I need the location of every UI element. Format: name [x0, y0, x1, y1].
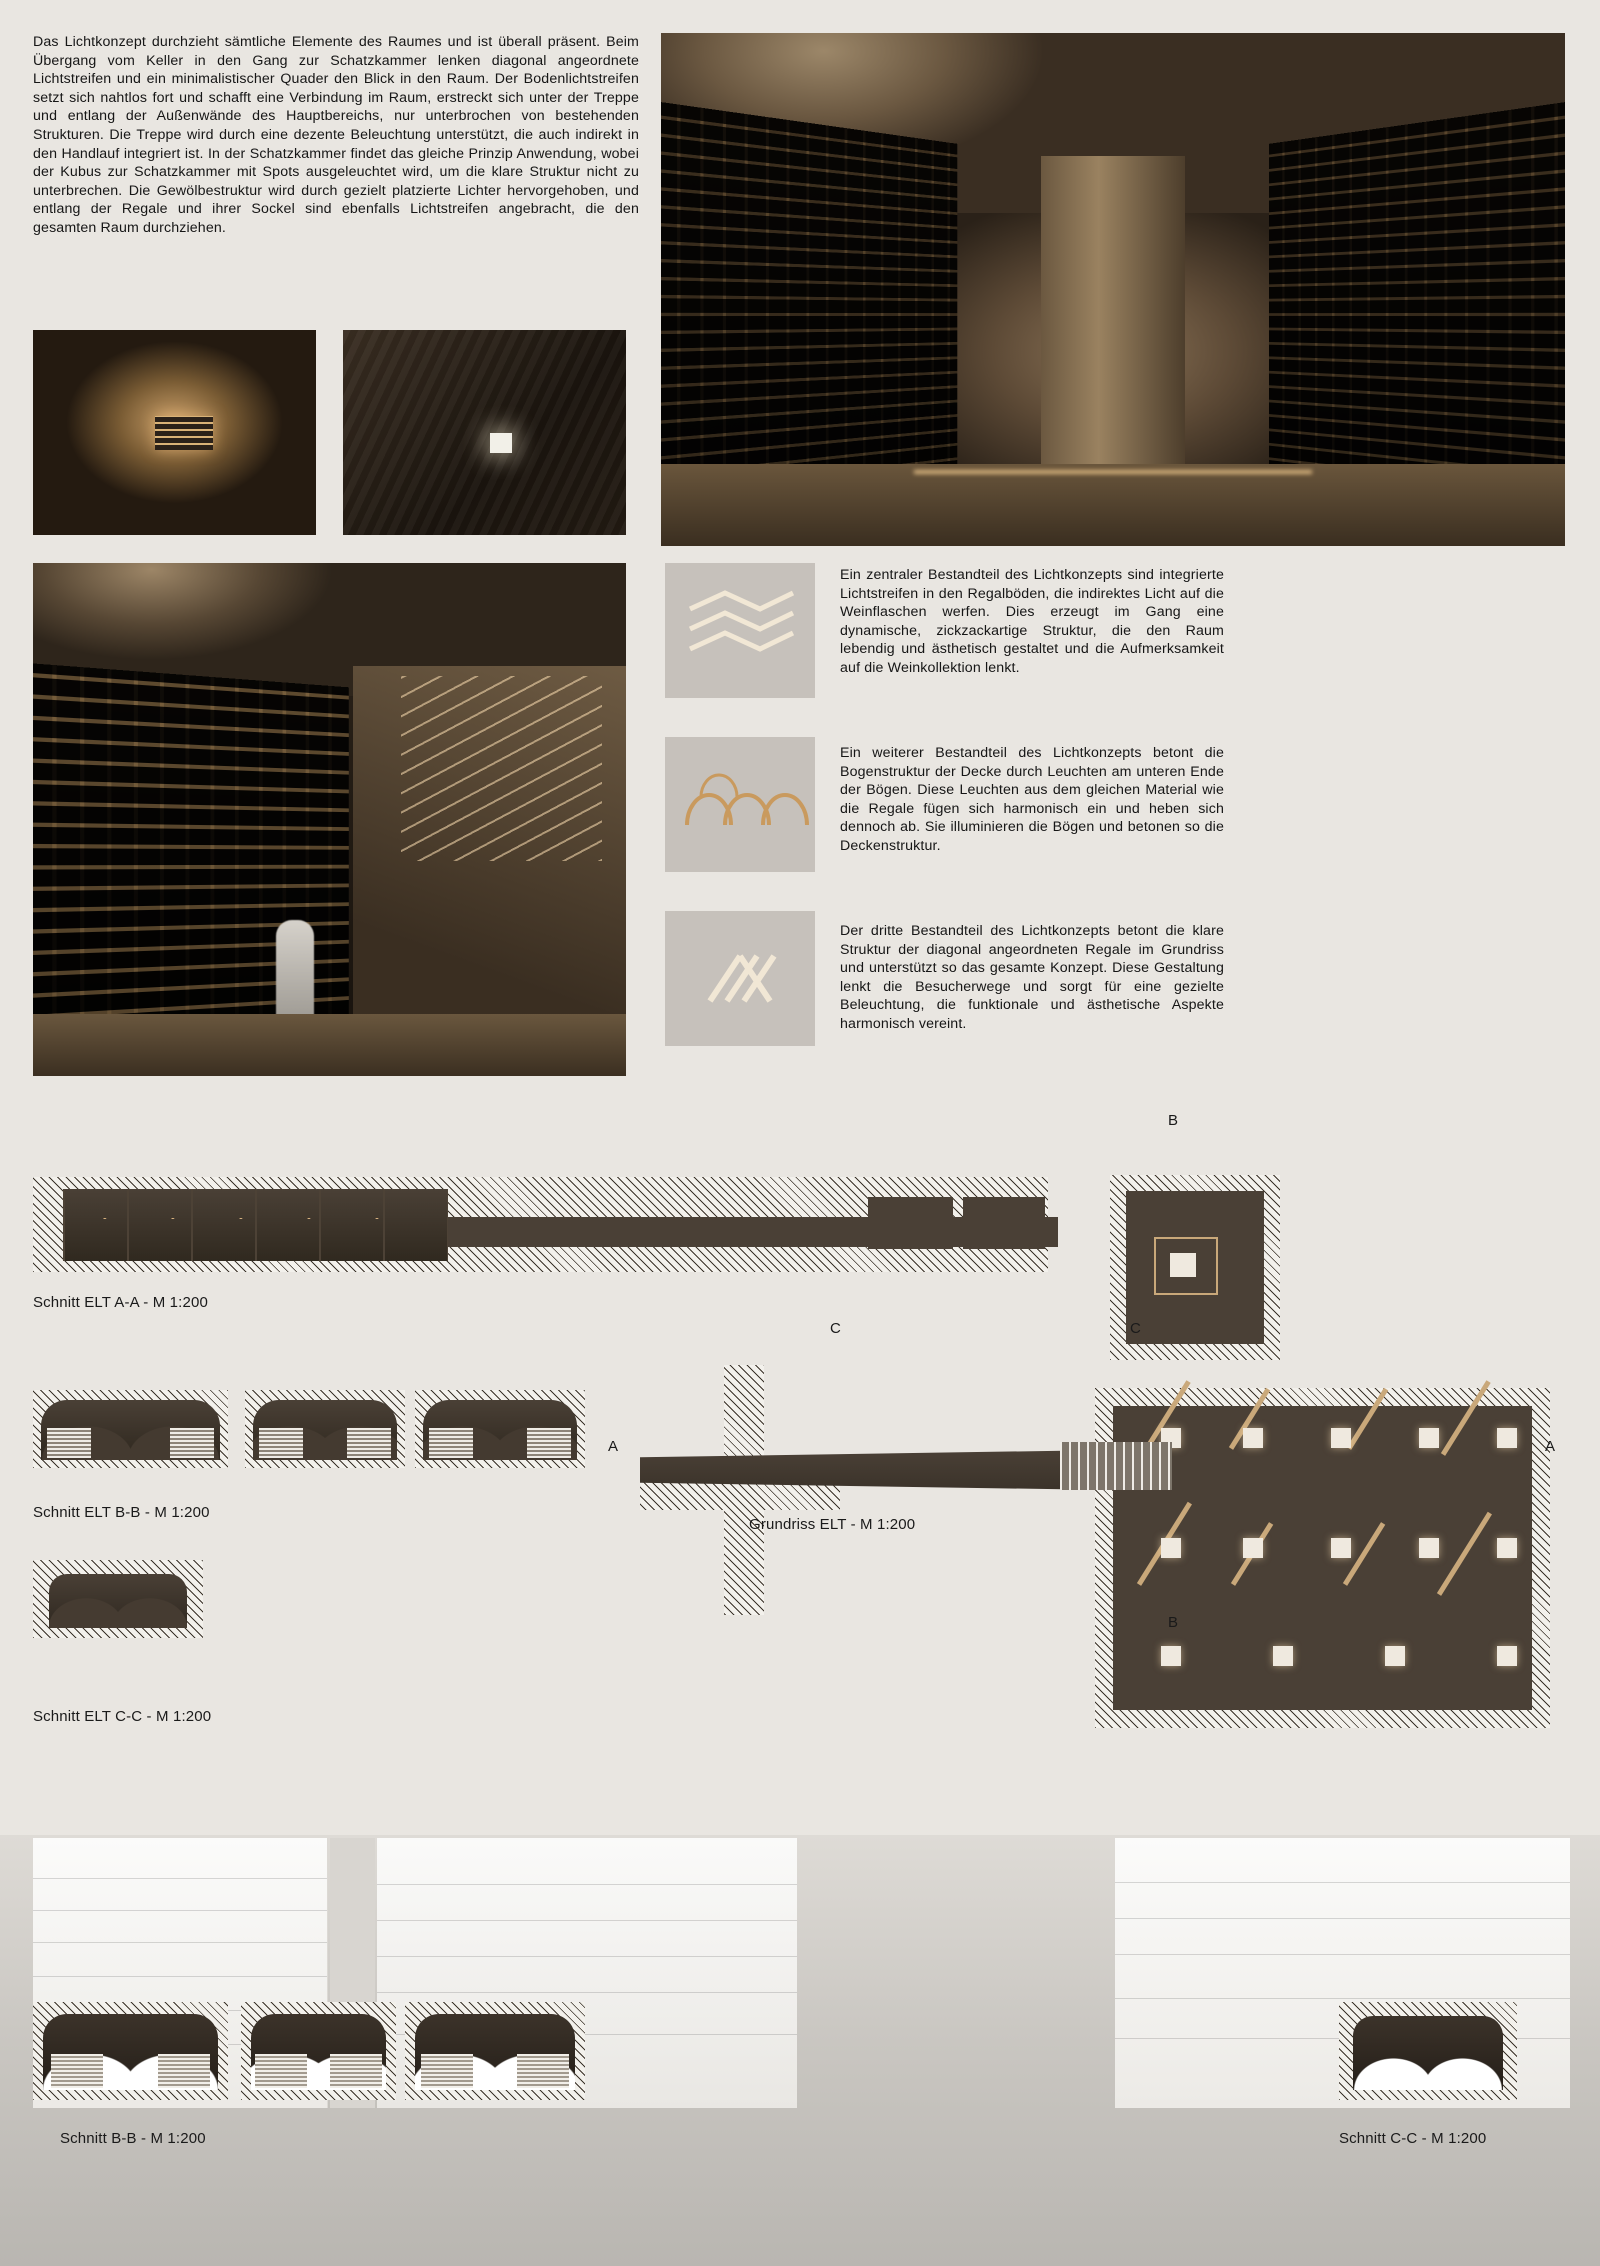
rack-profile — [170, 1428, 214, 1458]
drawing-section-bb-part-2 — [245, 1390, 405, 1468]
plan-shelf-line — [1437, 1512, 1492, 1596]
axis-label-c-left: C — [830, 1320, 841, 1337]
rack-profile — [527, 1428, 571, 1458]
photo-stair-wall — [343, 330, 626, 535]
plan-main-fill — [1113, 1406, 1532, 1710]
plan-ceiling-light — [1161, 1538, 1181, 1558]
drawing-bottom-section-bb — [33, 2002, 585, 2100]
caption-bottom-section-bb: Schnitt B-B - M 1:200 — [60, 2130, 206, 2147]
light-cube-element — [155, 416, 213, 450]
diagram-diagonal-shelves — [665, 911, 815, 1046]
light-opening — [490, 433, 512, 453]
plan-shelf-line — [1347, 1388, 1388, 1450]
plan-light-square — [1170, 1253, 1196, 1277]
stair-light-steps — [401, 676, 603, 861]
rack-profile — [347, 1428, 391, 1458]
axis-label-c-right: C — [1130, 1320, 1141, 1337]
photo-corridor-cube — [33, 330, 316, 535]
photo-cellar-with-stairs — [33, 563, 626, 1076]
drawing-section-bb-part-1 — [33, 1390, 228, 1468]
axis-label-b-bottom: B — [1168, 1614, 1179, 1631]
vault-profile — [49, 1574, 187, 1628]
section-aa-arch-lights — [67, 1193, 445, 1219]
floor-light-strip — [914, 470, 1312, 474]
plan-ceiling-light — [1331, 1428, 1351, 1448]
paragraph-arch-lights: Ein weiterer Bestandteil des Lichtkonzepts betont die Bogenstruktur der Decke durch Leuchten am unteren Ende der Bögen. Diese Leuchten aus dem gleichen Material wie die Regale fügen sich harmonisch ein und heben sich dennoch ab. Sie illuminieren die Bögen und betonen so die Deckenstruktur. — [840, 745, 1224, 854]
plan-ceiling-light — [1273, 1646, 1293, 1666]
caption-section-aa: Schnitt ELT A-A - M 1:200 — [33, 1294, 208, 1311]
drawing-floor-plan — [608, 1112, 1570, 1760]
plan-ceiling-light — [1385, 1646, 1405, 1666]
caption-section-cc: Schnitt ELT C-C - M 1:200 — [33, 1708, 212, 1725]
plan-ceiling-light — [1497, 1428, 1517, 1448]
stone-wall-texture — [343, 330, 626, 535]
vault-profile — [1353, 2016, 1503, 2090]
rack-profile — [421, 2054, 473, 2088]
rack-profile — [330, 2054, 382, 2088]
plan-ceiling-light — [1419, 1428, 1439, 1448]
caption-grundriss: Grundriss ELT - M 1:200 — [749, 1516, 916, 1533]
caption-section-bb: Schnitt ELT B-B - M 1:200 — [33, 1504, 210, 1521]
floor-render-2 — [33, 1014, 626, 1076]
bottom-bb-part-2 — [241, 2002, 396, 2100]
drawing-bottom-section-cc — [1339, 2002, 1517, 2100]
pillar-render — [1041, 156, 1186, 464]
plan-ceiling-light — [1331, 1538, 1351, 1558]
intro-paragraph: Das Lichtkonzept durchzieht sämtliche Elemente des Raumes und ist überall präsent. Beim Übergang vom Keller in den Gang zur Schatzkammer lenken diagonal angeordnete Lichtstreifen und ein minimalistischer Quader den Blick in den Raum. Der Bodenlichtstreifen setzt sich nahtlos fort und schafft eine Verbindung im Raum, erstreckt sich unter der Treppe und entlang der Außenwände des Hauptbereichs, nur unterbrochen von bestehenden Strukturen. Die Treppe wird durch eine dezente Beleuchtung unterstützt, die auch indirekt in den Handlauf integriert ist. In der Schatzkammer findet das gleiche Prinzip Anwendung, wobei der Kubus zur Schatzkammer mit Spots ausgeleuchtet wird, um die klare Struktur nicht zu unterbrechen. Die Gewölbestruktur wird durch gezielt platzierte Lichter hervorgehoben, und entlang der Regale und ihrer Sockel sind ebenfalls Lichtstreifen angebracht, die den gesamten Raum durchziehen. — [33, 34, 639, 236]
paragraph-diagonal-shelves: Der dritte Bestandteil des Lichtkonzepts betont die klare Struktur der diagonal angeordneten Regale im Grundriss und unterstützt so das gesamte Konzept. Diese Gestaltung lenkt die Besucherwege und sorgt für eine gezielte Beleuchtung, die funktionale und ästhetische Aspekte harmonisch vereint. — [840, 923, 1224, 1032]
plan-ceiling-light — [1243, 1428, 1263, 1448]
plan-ceiling-light — [1243, 1538, 1263, 1558]
rack-profile — [259, 1428, 303, 1458]
plan-ceiling-light — [1419, 1538, 1439, 1558]
rack-profile — [517, 2054, 569, 2088]
rack-profile — [429, 1428, 473, 1458]
plan-staircase — [1060, 1442, 1172, 1490]
plan-main-hall — [1095, 1388, 1550, 1728]
rack-profile — [51, 2054, 103, 2088]
diagram-zigzag-light-strips — [665, 563, 815, 698]
diagram-arch-lights — [665, 737, 815, 872]
caption-bottom-section-cc: Schnitt C-C - M 1:200 — [1339, 2130, 1487, 2147]
plan-ceiling-light — [1161, 1646, 1181, 1666]
rack-profile — [158, 2054, 210, 2088]
bottom-bb-part-1 — [33, 2002, 228, 2100]
drawing-section-cc — [33, 1560, 203, 1638]
axis-label-a-left: A — [608, 1438, 619, 1455]
plan-cross-corridors — [640, 1365, 840, 1615]
plan-ceiling-light — [1497, 1538, 1517, 1558]
axis-label-b-top: B — [1168, 1112, 1179, 1129]
drawing-section-bb-part-3 — [415, 1390, 585, 1468]
paragraph-light-strips: Ein zentraler Bestandteil des Lichtkonzepts sind integrierte Lichtstreifen in den Regalböden, die indirektes Licht auf die Weinflaschen werfen. Dies erzeugt im Gang eine dynamische, zickzackartige Struktur, die den Raum lebendig und ästhetisch gestaltet und die Aufmerksamkeit auf die Weinkollektion lenkt. — [840, 567, 1224, 676]
photo-wine-cellar-corridor — [661, 33, 1565, 546]
rack-profile — [47, 1428, 91, 1458]
bottom-bb-part-3 — [405, 2002, 585, 2100]
axis-label-a-right: A — [1545, 1438, 1556, 1455]
plan-shelf-line — [1441, 1380, 1491, 1456]
plan-ceiling-light — [1497, 1646, 1517, 1666]
rack-profile — [255, 2054, 307, 2088]
floor-render — [661, 464, 1565, 546]
